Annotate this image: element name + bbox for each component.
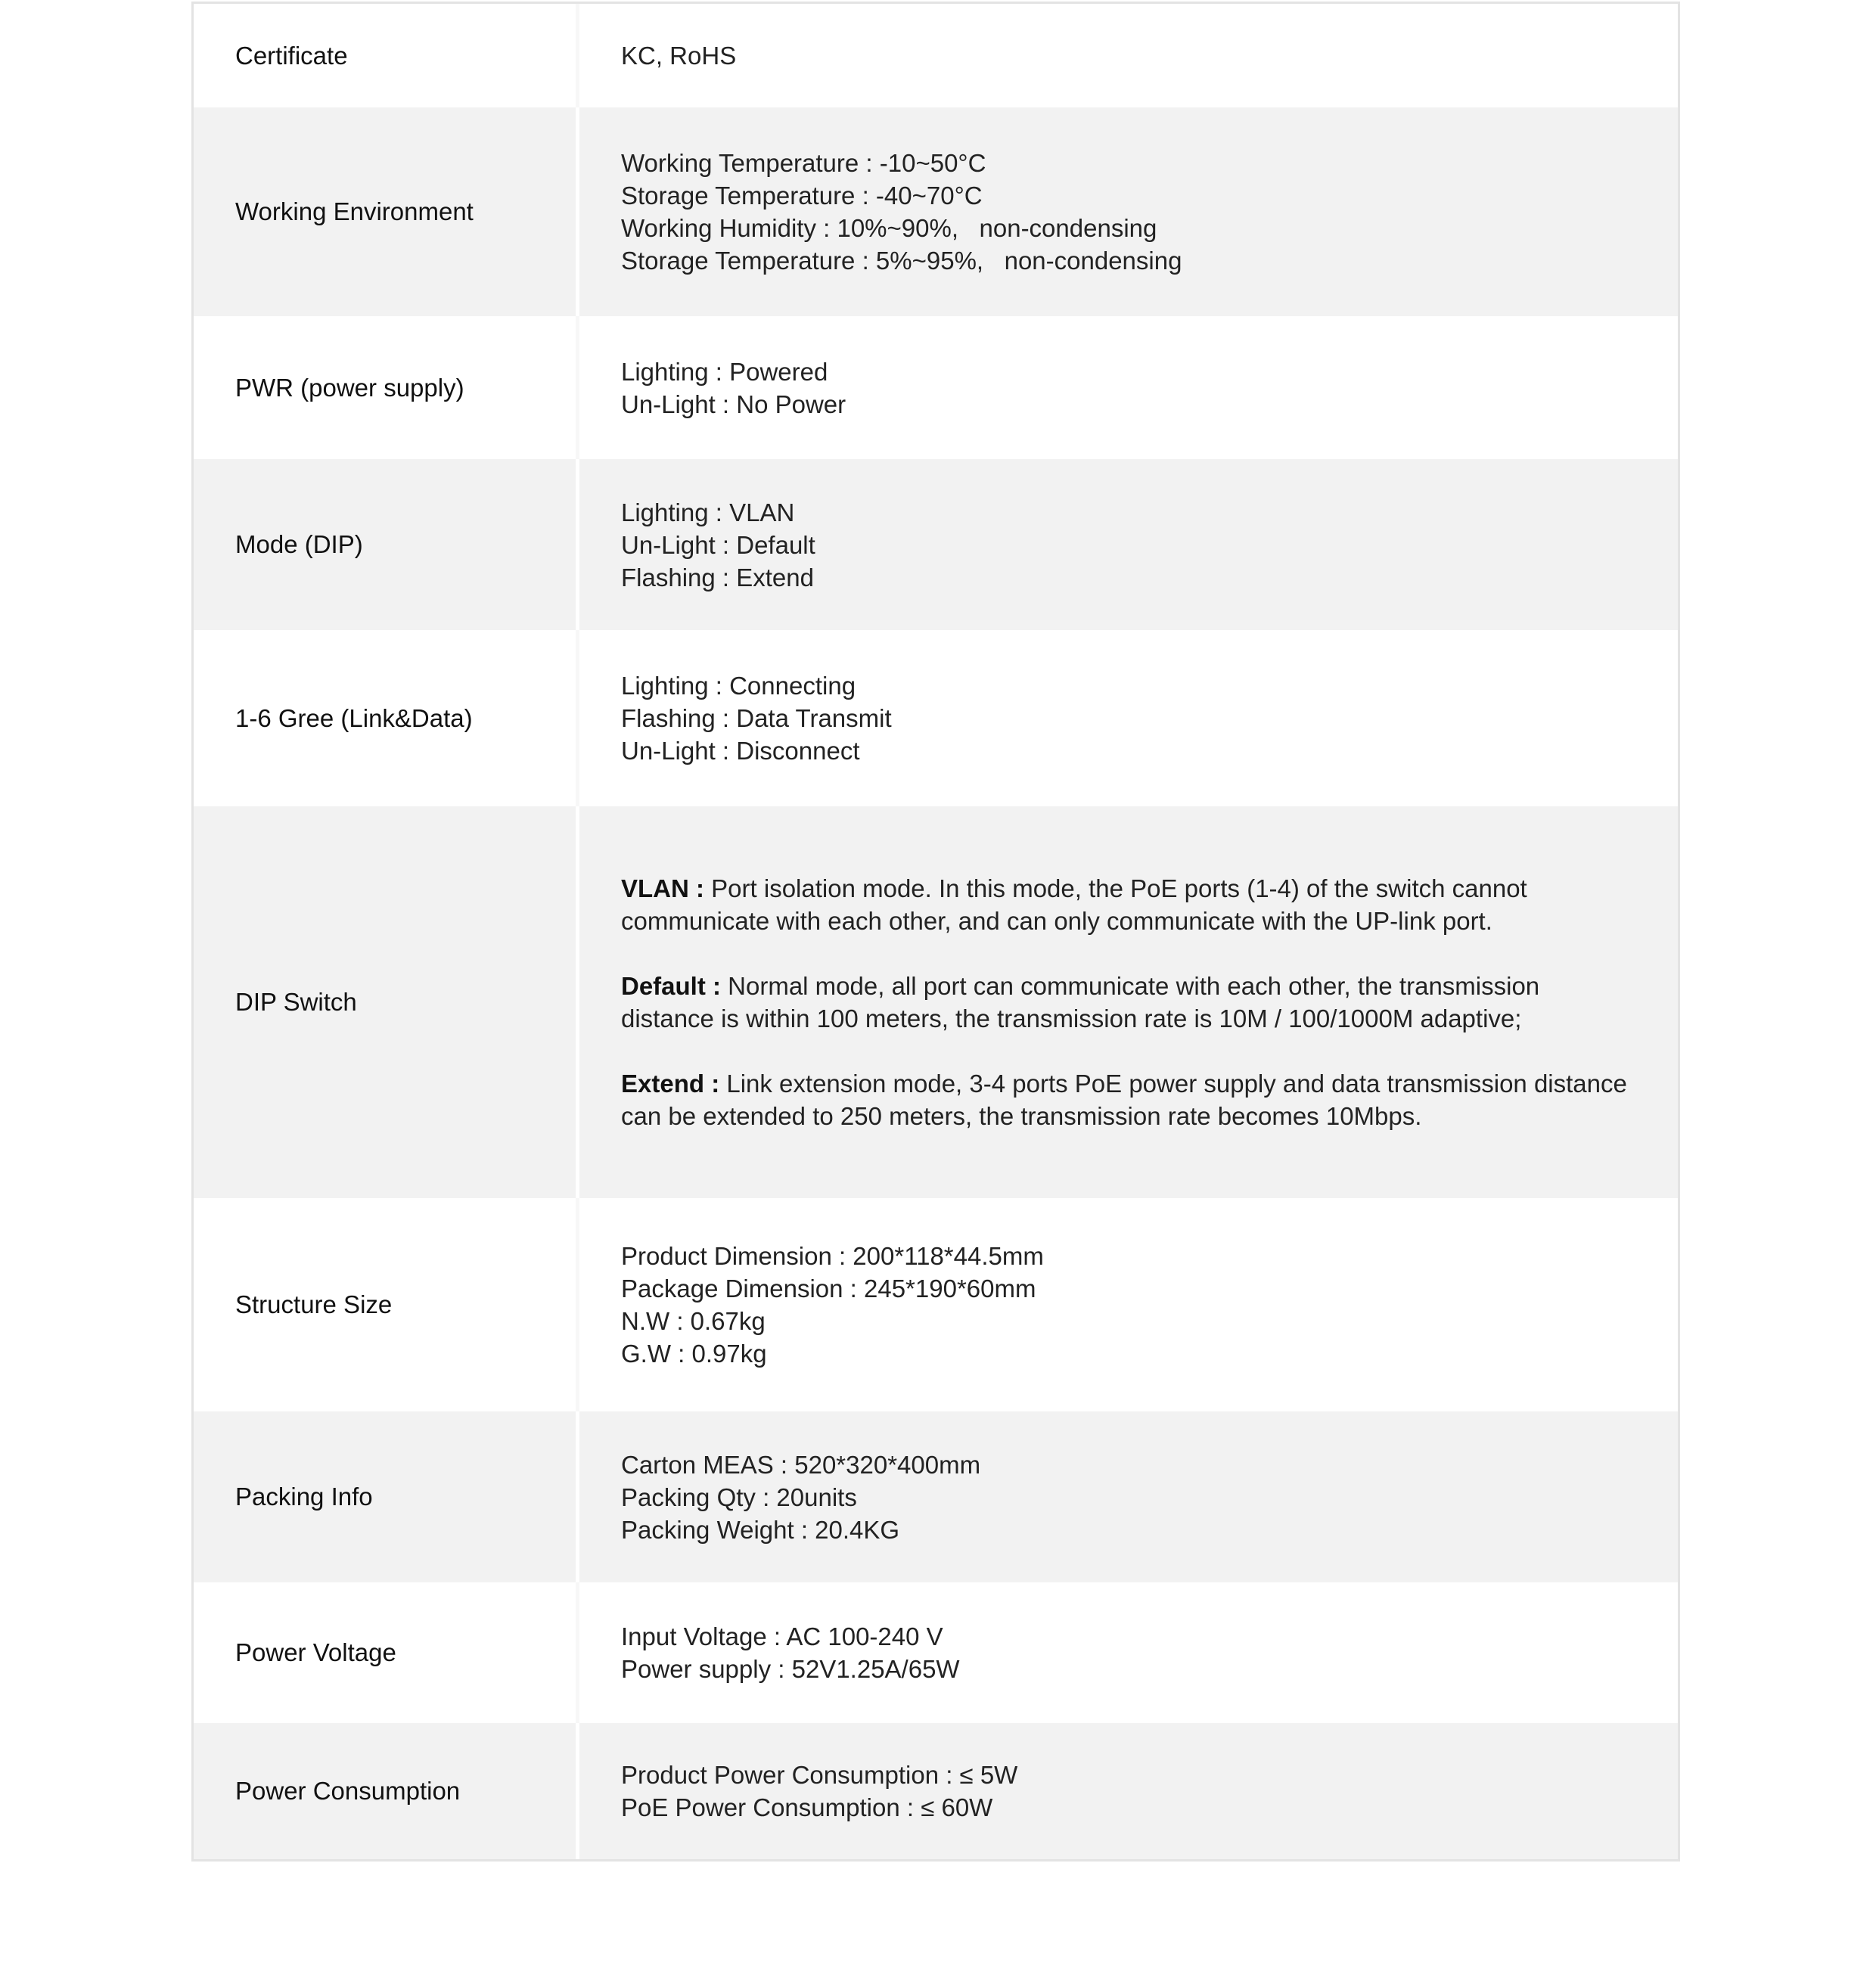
spec-value bbox=[579, 1723, 1678, 1859]
spec-value-line: Product Power Consumption : ≤ 5W bbox=[621, 1761, 1018, 1789]
spec-label: Structure Size bbox=[194, 1198, 579, 1411]
spec-label: Mode (DIP) bbox=[194, 459, 579, 630]
spec-value bbox=[579, 107, 1678, 316]
dip-mode-description: Port isolation mode. In this mode, the PoE ports (1-4) of the switch cannot communicate with each other, and can only communicate with the UP-link port. bbox=[621, 874, 1527, 935]
spec-value-line: Carton MEAS : 520*320*400mm bbox=[621, 1450, 981, 1479]
spec-value-line: Package Dimension : 245*190*60mm bbox=[621, 1275, 1036, 1303]
spec-value-line: Lighting : Connecting bbox=[621, 672, 856, 700]
dip-mode-term: Default : bbox=[621, 972, 721, 1000]
spec-label: Packing Info bbox=[194, 1411, 579, 1582]
spec-row-dip-switch bbox=[194, 806, 1678, 1198]
spec-value-line: Un-Light : Default bbox=[621, 530, 815, 559]
spec-value-line: PoE Power Consumption : ≤ 60W bbox=[621, 1793, 993, 1821]
spec-value bbox=[579, 459, 1678, 630]
spec-row-structure-size bbox=[194, 1198, 1678, 1411]
spec-value bbox=[579, 1411, 1678, 1582]
spec-value-line: Working Humidity : 10%~90%, non-condensing bbox=[621, 214, 1157, 242]
spec-row-link-data bbox=[194, 630, 1678, 806]
spec-value-line: Product Dimension : 200*118*44.5mm bbox=[621, 1242, 1044, 1270]
spec-value-line: Packing Qty : 20units bbox=[621, 1483, 857, 1511]
dip-mode-term: Extend : bbox=[621, 1070, 720, 1098]
spec-value-line: Storage Temperature : -40~70°C bbox=[621, 182, 983, 210]
spec-label: Certificate bbox=[194, 4, 579, 107]
spec-value-line: Flashing : Data Transmit bbox=[621, 704, 892, 732]
spec-value-line: Lighting : VLAN bbox=[621, 498, 795, 526]
spec-value bbox=[579, 1198, 1678, 1411]
dip-mode-description: Link extension mode, 3-4 ports PoE power supply and data transmission distance can be extended to 250 meters, the transmission rate becomes 10Mbps. bbox=[621, 1070, 1627, 1130]
spec-row-power-voltage bbox=[194, 1582, 1678, 1723]
spec-table bbox=[191, 2, 1680, 1861]
spec-value bbox=[579, 4, 1678, 107]
spec-value bbox=[579, 806, 1678, 1198]
spec-label: DIP Switch bbox=[194, 806, 579, 1198]
spec-value-line: Lighting : Powered bbox=[621, 357, 828, 386]
spec-label: PWR (power supply) bbox=[194, 316, 579, 459]
spec-row-pwr bbox=[194, 316, 1678, 459]
spec-value-line: Flashing : Extend bbox=[621, 563, 814, 592]
spec-label: Power Voltage bbox=[194, 1582, 579, 1723]
spec-value-line: KC, RoHS bbox=[621, 42, 737, 70]
spec-value-line: Input Voltage : AC 100-240 V bbox=[621, 1622, 943, 1650]
spec-value-line: Storage Temperature : 5%~95%, non-condensing bbox=[621, 247, 1182, 275]
spec-value-line: Un-Light : Disconnect bbox=[621, 737, 860, 765]
dip-mode-default bbox=[621, 970, 1632, 1035]
spec-label: Power Consumption bbox=[194, 1723, 579, 1859]
spec-row-working-environment bbox=[194, 107, 1678, 316]
spec-value-line: G.W : 0.97kg bbox=[621, 1340, 767, 1368]
dip-mode-description: Normal mode, all port can communicate with each other, the transmission distance is within 100 meters, the transmission rate is 10M / 100/1000M adaptive; bbox=[621, 972, 1540, 1032]
spec-value bbox=[579, 630, 1678, 806]
spec-label: Working Environment bbox=[194, 107, 579, 316]
spec-row-mode-dip bbox=[194, 459, 1678, 630]
spec-label: 1-6 Gree (Link&Data) bbox=[194, 630, 579, 806]
spec-value-line: Packing Weight : 20.4KG bbox=[621, 1515, 900, 1544]
spec-value-line: Un-Light : No Power bbox=[621, 390, 846, 418]
dip-mode-extend bbox=[621, 1067, 1632, 1132]
spec-value-line: N.W : 0.67kg bbox=[621, 1307, 766, 1335]
spec-row-power-consumption bbox=[194, 1723, 1678, 1859]
dip-mode-vlan bbox=[621, 872, 1632, 937]
spec-value bbox=[579, 316, 1678, 459]
spec-row-certificate bbox=[194, 4, 1678, 107]
spec-row-packing-info bbox=[194, 1411, 1678, 1582]
spec-value-line: Power supply : 52V1.25A/65W bbox=[621, 1655, 960, 1683]
spec-value-line: Working Temperature : -10~50°C bbox=[621, 149, 986, 177]
dip-mode-term: VLAN : bbox=[621, 874, 704, 902]
spec-value bbox=[579, 1582, 1678, 1723]
